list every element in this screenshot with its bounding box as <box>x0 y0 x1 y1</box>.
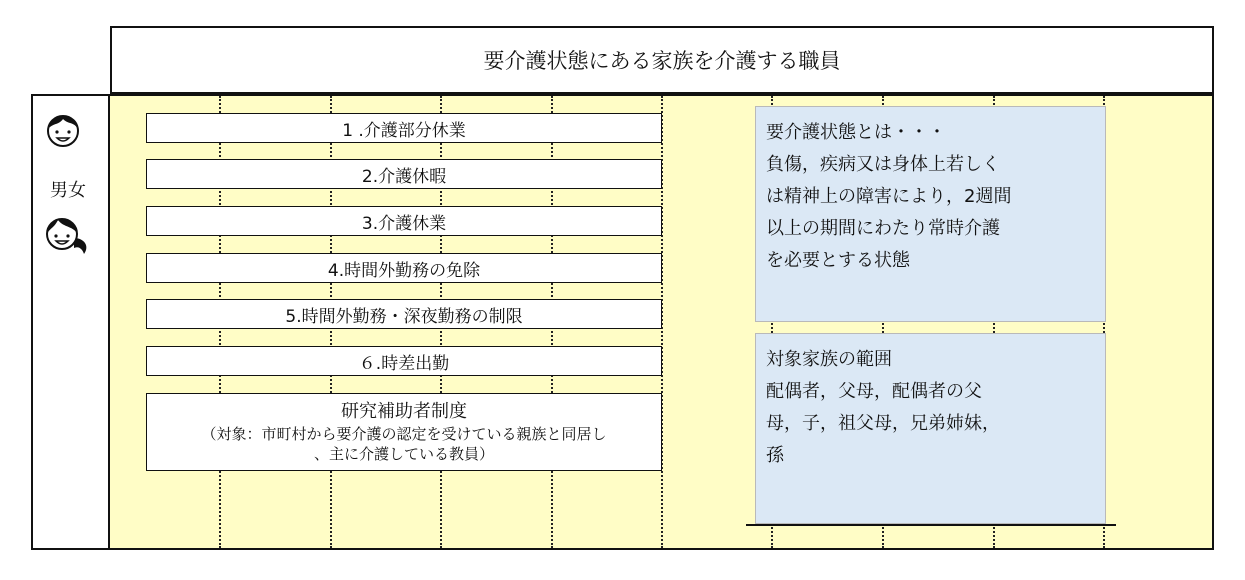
boy-face-icon <box>43 105 83 153</box>
definition-line: を必要とする状態 <box>766 250 910 271</box>
list-item-label: 研究補助者制度 <box>341 400 467 422</box>
list-item-care-holiday <box>146 159 662 189</box>
list-item-label: 3.介護休業 <box>361 213 447 234</box>
divider <box>746 524 1116 526</box>
page-title-text: 要介護状態にある家族を介護する職員 <box>483 49 841 73</box>
list-item-label: 1 .介護部分休業 <box>342 120 466 141</box>
family-range-line: 孫 <box>766 445 784 466</box>
list-item-care-leave <box>146 206 662 236</box>
list-item-label: 4.時間外勤務の免除 <box>327 260 481 281</box>
list-item-overtime-night-limit <box>146 299 662 329</box>
page-title <box>110 26 1214 94</box>
list-item-note: 、主に介護している教員） <box>313 445 494 464</box>
list-item-note: （対象：市町村から要介護の認定を受けている親族と同居し <box>201 424 607 443</box>
list-item-research-assistant <box>146 393 662 471</box>
list-item-label: 2.介護休暇 <box>361 166 447 187</box>
definition-panel <box>755 106 1106 322</box>
list-item-overtime-exemption <box>146 253 662 283</box>
list-item-care-partial-leave <box>146 113 662 143</box>
family-range-line: 母，子，祖父母，兄弟姉妹， <box>766 413 1000 434</box>
family-range-line: 対象家族の範囲 <box>766 349 892 370</box>
definition-line: 負傷，疾病又は身体上若しく <box>766 154 1000 175</box>
definition-line: は精神上の障害により，2週間 <box>766 186 1012 207</box>
family-range-line: 配偶者，父母，配偶者の父 <box>766 381 982 402</box>
list-item-label: 5.時間外勤務・深夜勤務の制限 <box>285 306 523 327</box>
family-range-panel <box>755 333 1106 524</box>
gender-label: 男女 <box>50 180 86 201</box>
list-item-staggered-hours <box>146 346 662 376</box>
definition-line: 以上の期間にわたり常時介護 <box>766 218 1000 239</box>
girl-face-icon <box>40 208 92 258</box>
left-column <box>31 94 110 550</box>
definition-line: 要介護状態とは・・・ <box>766 122 946 143</box>
list-item-label: ６.時差出勤 <box>358 353 450 374</box>
